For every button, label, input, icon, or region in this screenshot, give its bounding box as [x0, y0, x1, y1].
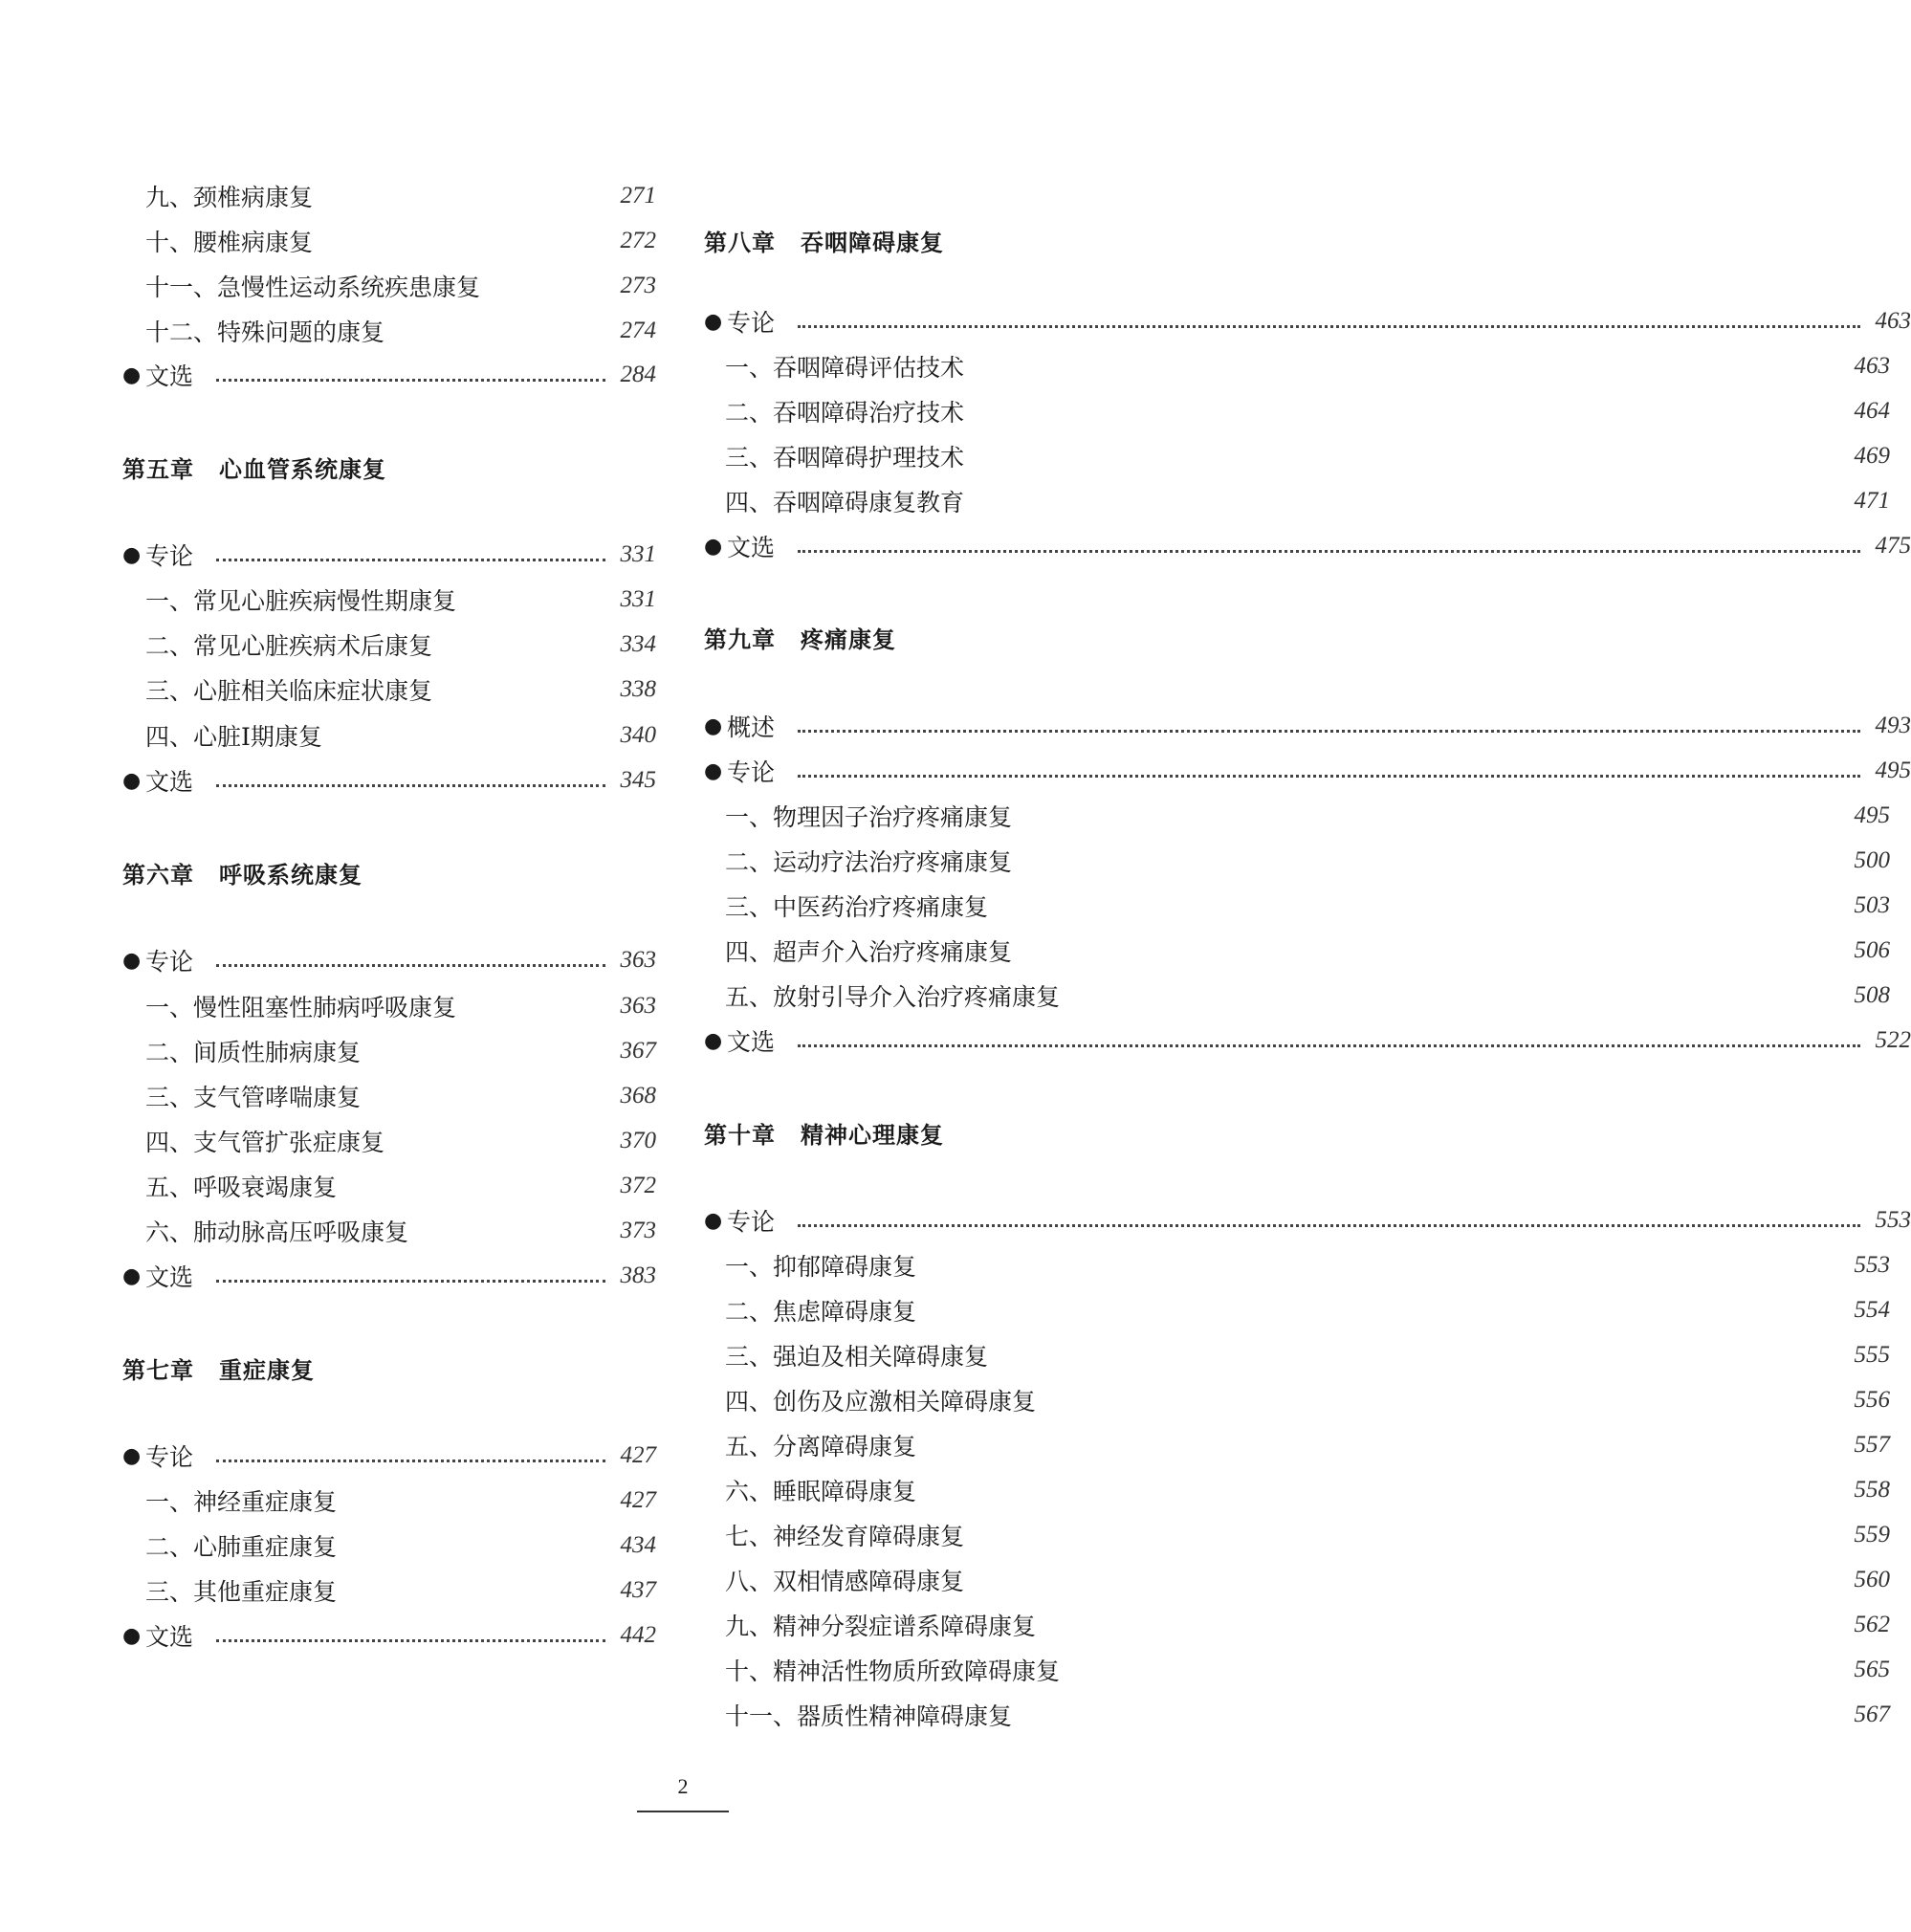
bullet-icon: ●: [122, 1623, 142, 1648]
bullet-icon: ●: [704, 1028, 723, 1053]
entry-page-number: 503: [1854, 892, 1890, 918]
toc-item-entry[interactable]: [725, 347, 1890, 385]
toc-item-entry[interactable]: [725, 1336, 1890, 1374]
toc-item-entry[interactable]: [145, 716, 656, 755]
toc-item-entry[interactable]: [145, 1571, 656, 1610]
toc-item-entry[interactable]: [145, 1482, 656, 1520]
toc-section-entry[interactable]: [704, 1201, 1911, 1240]
toc-item-entry[interactable]: [145, 581, 656, 619]
entry-page-number: 434: [620, 1532, 656, 1558]
toc-section-entry[interactable]: [704, 1021, 1911, 1060]
toc-item-entry[interactable]: [725, 392, 1890, 430]
entry-label: 专论: [145, 1443, 194, 1471]
entry-label: 一、神经重症康复: [145, 1488, 338, 1516]
page-footer: [0, 1774, 1366, 1812]
chapter-heading[interactable]: [704, 1113, 944, 1152]
entry-label: 十、精神活性物质所致障碍康复: [725, 1658, 1061, 1685]
entry-page-number: 508: [1854, 982, 1890, 1008]
entry-label: 二、间质性肺病康复: [145, 1039, 362, 1066]
entry-page-number: 273: [620, 273, 656, 298]
entry-page-number: 427: [620, 1487, 656, 1513]
chapter-number: 第十章: [704, 1121, 776, 1149]
entry-page-number: 495: [1875, 757, 1911, 783]
toc-item-entry[interactable]: [725, 1606, 1890, 1644]
entry-label: 二、吞咽障碍治疗技术: [725, 399, 965, 427]
entry-page-number: 557: [1854, 1432, 1890, 1458]
toc-item-entry[interactable]: [145, 626, 656, 664]
toc-section-entry[interactable]: [122, 1616, 656, 1655]
dot-leader: [798, 773, 1859, 778]
entry-label: 文选: [145, 362, 194, 390]
toc-item-entry[interactable]: [725, 1246, 1890, 1284]
entry-page-number: 338: [620, 676, 656, 702]
entry-label: 三、强迫及相关障碍康复: [725, 1343, 989, 1371]
dot-leader: [216, 962, 604, 967]
toc-item-entry[interactable]: [725, 797, 1890, 835]
entry-page-number: 493: [1875, 713, 1911, 738]
entry-label: 三、支气管哮喘康复: [145, 1084, 362, 1111]
bullet-icon: ●: [704, 534, 723, 559]
entry-label: 五、分离障碍康复: [725, 1433, 917, 1460]
dot-leader: [798, 323, 1859, 328]
toc-section-entry[interactable]: [122, 536, 656, 574]
entry-label: 文选: [727, 534, 776, 561]
entry-label: 三、中医药治疗疼痛康复: [725, 893, 989, 921]
chapter-number: 第五章: [122, 455, 194, 483]
toc-item-entry[interactable]: [725, 977, 1890, 1015]
toc-item-entry[interactable]: [145, 177, 656, 215]
toc-item-entry[interactable]: [145, 670, 656, 709]
entry-label: 四、创伤及应激相关障碍康复: [725, 1388, 1037, 1416]
entry-label: 二、运动疗法治疗疼痛康复: [725, 848, 1013, 876]
toc-item-entry[interactable]: [145, 312, 656, 350]
entry-page-number: 464: [1854, 398, 1890, 424]
dot-leader: [216, 1278, 604, 1283]
chapter-title: 呼吸系统康复: [219, 861, 362, 889]
dot-leader: [216, 557, 604, 561]
entry-page-number: 560: [1854, 1567, 1890, 1592]
dot-leader: [798, 1043, 1859, 1047]
entry-page-number: 554: [1854, 1297, 1890, 1323]
bullet-icon: ●: [704, 1208, 723, 1233]
entry-page-number: 463: [1854, 353, 1890, 379]
page-number: 2: [677, 1774, 689, 1798]
entry-label: 六、肺动脉高压呼吸康复: [145, 1218, 409, 1246]
entry-label: 一、常见心脏疾病慢性期康复: [145, 587, 457, 615]
dot-leader: [798, 548, 1859, 553]
entry-label: 三、吞咽障碍护理技术: [725, 444, 965, 472]
chapter-number: 第八章: [704, 229, 776, 256]
entry-label: 概述: [727, 714, 776, 741]
chapter-heading[interactable]: [122, 448, 386, 486]
entry-page-number: 274: [620, 318, 656, 343]
toc-section-entry[interactable]: [704, 527, 1911, 565]
toc-item-entry[interactable]: [725, 1561, 1890, 1599]
entry-page-number: 471: [1854, 488, 1890, 514]
entry-label: 十二、特殊问题的康复: [145, 318, 385, 346]
entry-label: 三、其他重症康复: [145, 1578, 338, 1606]
entry-page-number: 556: [1854, 1387, 1890, 1413]
entry-label: 十一、急慢性运动系统疾患康复: [145, 274, 481, 301]
entry-label: 文选: [145, 1263, 194, 1291]
entry-page-number: 331: [620, 541, 656, 567]
entry-label: 文选: [727, 1028, 776, 1056]
entry-label: 专论: [727, 309, 776, 337]
entry-page-number: 500: [1854, 847, 1890, 873]
entry-page-number: 522: [1875, 1027, 1911, 1053]
entry-label: 文选: [145, 768, 194, 796]
bullet-icon: ●: [122, 1263, 142, 1288]
toc-item-entry[interactable]: [725, 1426, 1890, 1464]
entry-page-number: 363: [620, 947, 656, 973]
entry-label: 九、颈椎病康复: [145, 184, 314, 211]
toc-section-entry[interactable]: [704, 707, 1911, 745]
entry-label: 十、腰椎病康复: [145, 229, 314, 256]
toc-item-entry[interactable]: [145, 1032, 656, 1070]
toc-item-entry[interactable]: [145, 267, 656, 305]
bullet-icon: ●: [122, 1443, 142, 1468]
entry-page-number: 558: [1854, 1477, 1890, 1503]
bullet-icon: ●: [704, 714, 723, 738]
toc-item-entry[interactable]: [725, 482, 1890, 520]
entry-label: 文选: [145, 1623, 194, 1651]
entry-page-number: 553: [1875, 1207, 1911, 1233]
bullet-icon: ●: [122, 768, 142, 793]
toc-item-entry[interactable]: [725, 1651, 1890, 1689]
toc-item-entry[interactable]: [145, 1167, 656, 1205]
entry-label: 专论: [145, 948, 194, 976]
entry-page-number: 271: [620, 183, 656, 209]
entry-label: 一、吞咽障碍评估技术: [725, 354, 965, 382]
entry-page-number: 565: [1854, 1657, 1890, 1682]
chapter-heading[interactable]: [122, 853, 362, 891]
entry-label: 四、心脏Ⅰ期康复: [145, 723, 322, 751]
entry-label: 专论: [727, 1208, 776, 1236]
toc-item-entry[interactable]: [725, 1516, 1890, 1554]
entry-label: 一、抑郁障碍康复: [725, 1253, 917, 1281]
entry-page-number: 373: [620, 1218, 656, 1243]
toc-section-entry[interactable]: [122, 1437, 656, 1475]
entry-page-number: 272: [620, 228, 656, 253]
entry-page-number: 567: [1854, 1701, 1890, 1727]
entry-label: 五、呼吸衰竭康复: [145, 1174, 338, 1201]
toc-item-entry[interactable]: [145, 222, 656, 260]
dot-leader: [216, 1458, 604, 1462]
entry-page-number: 363: [620, 993, 656, 1019]
entry-page-number: 475: [1875, 533, 1911, 559]
bullet-icon: ●: [122, 542, 142, 567]
toc-item-entry[interactable]: [725, 1291, 1890, 1329]
toc-item-entry[interactable]: [145, 1526, 656, 1565]
entry-label: 一、慢性阻塞性肺病呼吸康复: [145, 994, 457, 1021]
dot-leader: [798, 1222, 1859, 1227]
toc-item-entry[interactable]: [725, 1696, 1890, 1734]
entry-page-number: 345: [620, 767, 656, 793]
bullet-icon: ●: [704, 309, 723, 334]
entry-page-number: 367: [620, 1038, 656, 1064]
toc-item-entry[interactable]: [145, 1077, 656, 1115]
bullet-icon: ●: [704, 758, 723, 783]
dot-leader: [798, 728, 1859, 733]
entry-page-number: 437: [620, 1577, 656, 1603]
entry-label: 四、超声介入治疗疼痛康复: [725, 938, 1013, 966]
dot-leader: [216, 1637, 604, 1642]
entry-page-number: 331: [620, 586, 656, 612]
chapter-heading[interactable]: [704, 221, 944, 259]
bullet-icon: ●: [122, 948, 142, 973]
toc-item-entry[interactable]: [725, 842, 1890, 880]
chapter-title: 吞咽障碍康复: [801, 229, 944, 256]
entry-label: 六、睡眠障碍康复: [725, 1478, 917, 1505]
chapter-heading[interactable]: [122, 1349, 315, 1387]
entry-page-number: 562: [1854, 1612, 1890, 1637]
entry-label: 八、双相情感障碍康复: [725, 1568, 965, 1595]
entry-label: 二、焦虑障碍康复: [725, 1298, 917, 1326]
entry-page-number: 368: [620, 1083, 656, 1109]
entry-label: 九、精神分裂症谱系障碍康复: [725, 1613, 1037, 1640]
toc-section-entry[interactable]: [122, 356, 656, 394]
entry-label: 三、心脏相关临床症状康复: [145, 677, 433, 705]
bullet-icon: ●: [122, 362, 142, 387]
entry-page-number: 340: [620, 722, 656, 748]
entry-label: 专论: [727, 758, 776, 786]
toc-section-entry[interactable]: [704, 302, 1911, 340]
entry-page-number: 442: [620, 1622, 656, 1648]
toc-item-entry[interactable]: [145, 987, 656, 1025]
entry-page-number: 372: [620, 1173, 656, 1198]
entry-label: 二、心肺重症康复: [145, 1533, 338, 1561]
entry-page-number: 370: [620, 1128, 656, 1153]
entry-page-number: 559: [1854, 1522, 1890, 1548]
toc-item-entry[interactable]: [725, 437, 1890, 475]
entry-page-number: 427: [620, 1442, 656, 1468]
entry-label: 五、放射引导介入治疗疼痛康复: [725, 983, 1061, 1011]
entry-page-number: 463: [1875, 308, 1911, 334]
toc-item-entry[interactable]: [725, 887, 1890, 925]
chapter-number: 第九章: [704, 626, 776, 653]
entry-label: 四、吞咽障碍康复教育: [725, 489, 965, 516]
entry-page-number: 495: [1854, 802, 1890, 828]
entry-label: 专论: [145, 542, 194, 570]
dot-leader: [216, 782, 604, 787]
chapter-heading[interactable]: [704, 618, 896, 656]
entry-label: 十一、器质性精神障碍康复: [725, 1702, 1013, 1730]
entry-label: 二、常见心脏疾病术后康复: [145, 632, 433, 660]
entry-label: 四、支气管扩张症康复: [145, 1129, 385, 1156]
toc-item-entry[interactable]: [725, 1381, 1890, 1419]
footer-rule: [637, 1811, 729, 1812]
entry-label: 七、神经发育障碍康复: [725, 1523, 965, 1550]
chapter-number: 第七章: [122, 1356, 194, 1384]
toc-item-entry[interactable]: [725, 1471, 1890, 1509]
entry-page-number: 284: [620, 362, 656, 387]
chapter-number: 第六章: [122, 861, 194, 889]
chapter-title: 重症康复: [219, 1356, 315, 1384]
toc-item-entry[interactable]: [145, 1212, 656, 1250]
chapter-title: 心血管系统康复: [219, 455, 386, 483]
toc-section-entry[interactable]: [122, 941, 656, 979]
entry-page-number: 334: [620, 631, 656, 657]
entry-page-number: 506: [1854, 937, 1890, 963]
entry-page-number: 383: [620, 1262, 656, 1288]
toc-section-entry[interactable]: [122, 761, 656, 800]
entry-page-number: 553: [1854, 1252, 1890, 1278]
toc-section-entry[interactable]: [122, 1257, 656, 1295]
toc-section-entry[interactable]: [704, 752, 1911, 790]
toc-item-entry[interactable]: [725, 932, 1890, 970]
chapter-title: 疼痛康复: [801, 626, 896, 653]
entry-page-number: 469: [1854, 443, 1890, 469]
entry-label: 一、物理因子治疗疼痛康复: [725, 803, 1013, 831]
toc-item-entry[interactable]: [145, 1122, 656, 1160]
chapter-title: 精神心理康复: [801, 1121, 944, 1149]
dot-leader: [216, 377, 604, 382]
entry-page-number: 555: [1854, 1342, 1890, 1368]
